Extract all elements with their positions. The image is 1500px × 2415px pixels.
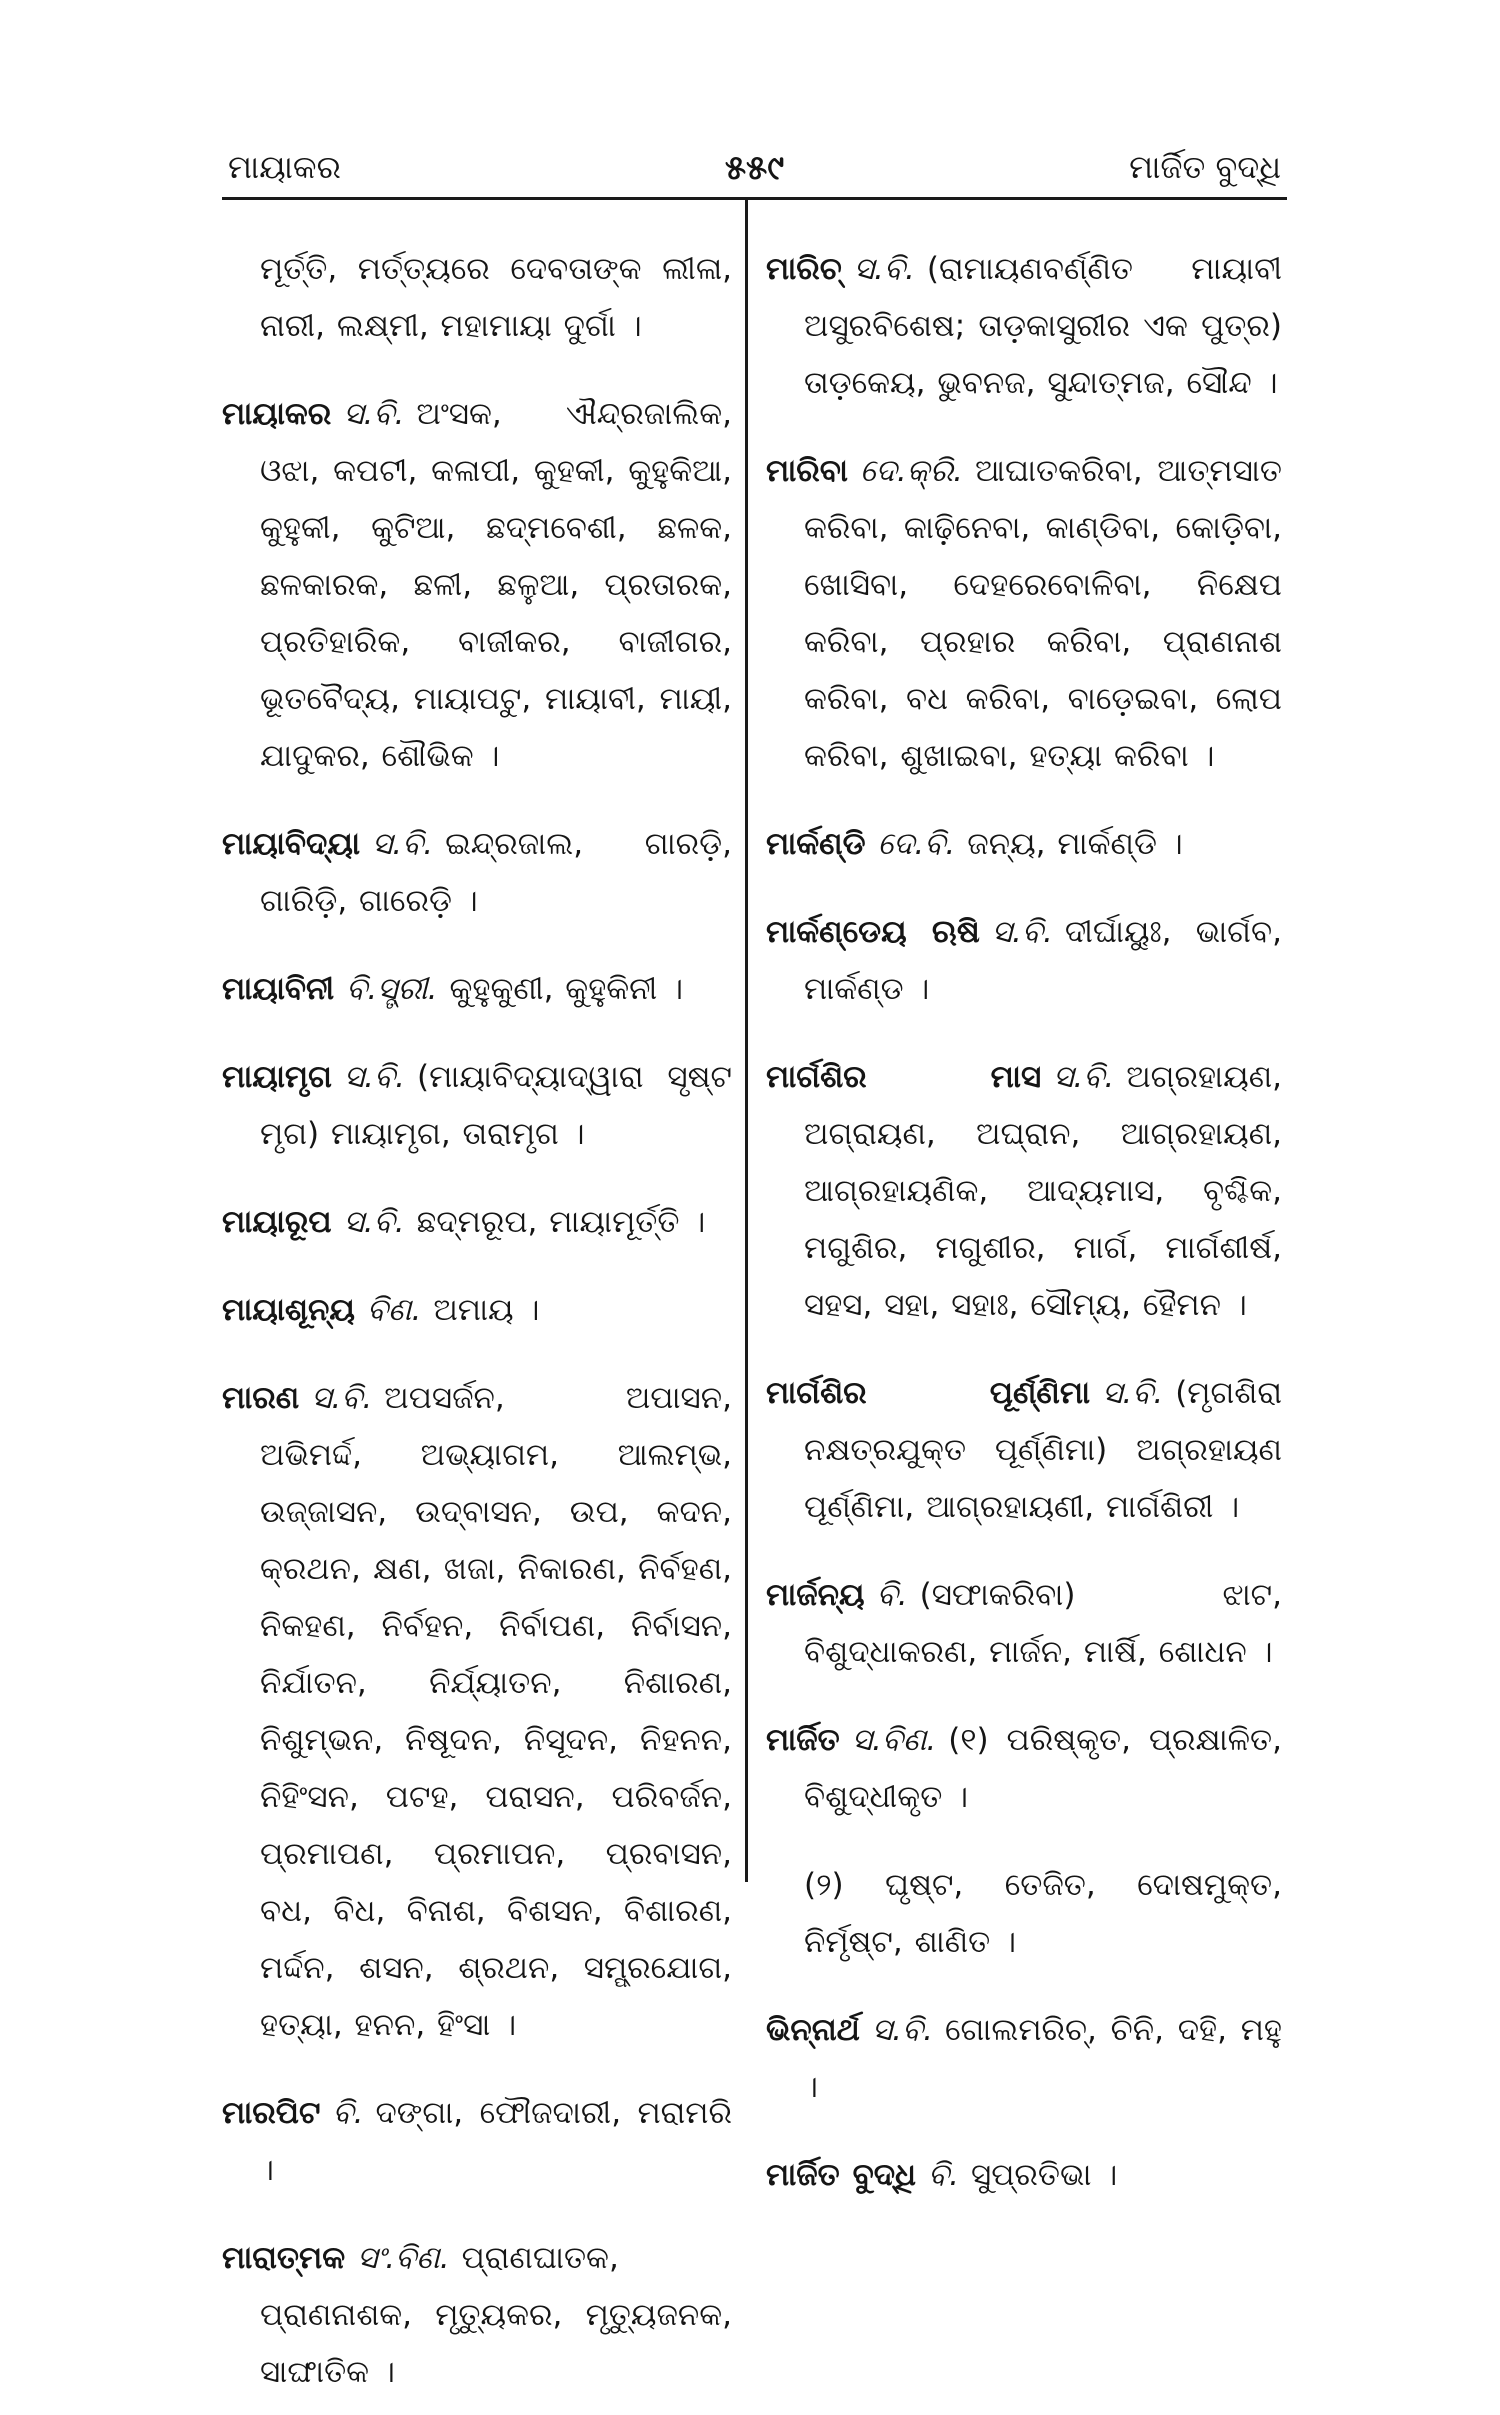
entry-definition: (ମୃଗଶିରା ନକ୍ଷତ୍ରଯୁକ୍ତ ପୂର୍ଣ୍ଣିମା) ଅଗ୍ରହାୟଣ ପୂର୍ଣ୍ଣିମା, ଆଗ୍ରହାୟଣୀ, ମାର୍ଗଶିରୀ ।	[804, 1375, 1282, 1525]
entry-headword: ମାର୍ଜିତ	[766, 1722, 840, 1758]
dictionary-entry	[766, 241, 1282, 412]
entry-definition: ପ୍ରାଣଘାତକ, ପ୍ରାଣନାଶକ, ମୃତ୍ୟୁକର, ମୃତ୍ୟୁଜନକ, ସାଙ୍ଘାତିକ ।	[260, 2240, 732, 2390]
entry-grammar: ସ.ବି.	[343, 396, 405, 432]
dictionary-entry	[222, 1282, 732, 1339]
entry-headword: ମାୟାରୂପ	[222, 1204, 332, 1240]
guide-word-left: ମାୟାକର	[228, 148, 341, 186]
entry-definition: ଅପସର୍ଜନ, ଅପାସନ, ଅଭିମର୍ଦ୍ଦ, ଅଭ୍ୟାଗମ, ଆଲମ୍ଭ, ଉଜ୍ଜାସନ, ଉଦ୍‌ବାସନ, ଉପ, କଦନ, କ୍ରଥନ, କ୍ଷଣ, ଖଜା, ନିକାରଣ, ନିର୍ବହଣ, ନିକହଣ, ନିର୍ବହନ, ନିର୍ବାପଣ, ନିର୍ବାସନ, ନିର୍ଯାତନ, ନିର୍ଯ୍ୟାତନ, ନିଶାରଣ, ନିଶୁମ୍ଭନ, ନିଷୂଦନ, ନିସୂଦନ, ନିହନନ, ନିହିଂସନ, ପଟହ, ପରାସନ, ପରିବର୍ଜନ, ପ୍ରମାପଣ, ପ୍ରମାପନ, ପ୍ରବାସନ, ବଧ, ବିଧ, ବିନାଶ, ବିଶସନ, ବିଶାରଣ, ମର୍ଦ୍ଦନ, ଶସନ, ଶ୍ରଥନ, ସମ୍ପ୍ରଯୋଗ, ହତ୍ୟା, ହନନ, ହିଂସା ।	[260, 1380, 732, 2043]
entry-headword: ମାର୍ଜିତ ବୁଦ୍ଧି	[766, 2157, 917, 2193]
dictionary-entry	[766, 904, 1282, 1018]
entry-definition: ଜନ୍ୟ, ମାର୍କଣ୍ଡି ।	[967, 826, 1183, 862]
entry-headword: ମାରଣ	[222, 1380, 300, 1416]
entry-grammar: ସ.ବି.	[372, 826, 434, 862]
entry-grammar: ସଂ.ବିଣ.	[357, 2240, 450, 2276]
entry-grammar: ବି.ସ୍ତ୍ରୀ.	[346, 971, 438, 1007]
entry-grammar: ସ.ବି.	[991, 914, 1053, 950]
entry-definition: ଦୀର୍ଘାୟୁଃ, ଭାର୍ଗବ, ମାର୍କଣ୍ଡ ।	[804, 914, 1282, 1007]
dictionary-entry	[222, 2085, 732, 2199]
dictionary-entry	[222, 1194, 732, 1251]
entry-grammar: ବିଣ.	[366, 1292, 422, 1328]
column-divider	[745, 200, 748, 1882]
dictionary-entry	[766, 443, 1282, 785]
entry-headword: ମାର୍ଗଶିର ମାସ	[766, 1059, 1042, 1095]
entry-definition: ଇନ୍ଦ୍ରଜାଲ, ଗାରଡ଼ି, ଗାରିଡ଼ି, ଗାରେଡ଼ି ।	[260, 826, 732, 919]
entry-grammar: ଦେ.ବି.	[877, 826, 956, 862]
entry-headword: ମାୟାବିନୀ	[222, 971, 335, 1007]
page-number: ୫୫୯	[724, 148, 785, 188]
entry-definition: (ରାମାୟଣବର୍ଣ୍ଣିତ ମାୟାବୀ ଅସୁରବିଶେଷ; ତାଡ଼କାସୁରୀର ଏକ ପୁତ୍ର) ତାଡ଼କେୟ, ଭୁବନଜ, ସୁନ୍ଦାତ୍ମଜ, ସୌନ୍ଦ ।	[804, 251, 1282, 401]
entry-headword: ମାୟାବିଦ୍ୟା	[222, 826, 361, 862]
entry-grammar: ସ.ବି.	[343, 1059, 405, 1095]
entry-definition: (ସଫାକରିବା) ଝାଟ, ବିଶୁଦ୍ଧାକରଣ, ମାର୍ଜନ, ମାର୍ଷି, ଶୋଧନ ।	[804, 1577, 1282, 1670]
entry-grammar: ସ.ବି.	[853, 251, 915, 287]
header-rule	[222, 197, 1287, 200]
entry-headword: ଭିନ୍ନାର୍ଥ	[766, 2012, 860, 2048]
entry-grammar: ଦେ.କ୍ରି.	[859, 453, 963, 489]
entry-headword: ମାରିଚ୍	[766, 251, 842, 287]
entry-headword: ମାରାତ୍ମକ	[222, 2240, 346, 2276]
entry-grammar: ବି.	[928, 2157, 960, 2193]
entry-grammar: ସ.ବି.	[311, 1380, 373, 1416]
dictionary-entry	[766, 1365, 1282, 1536]
dictionary-entry	[766, 2147, 1282, 2204]
entry-headword: ମାୟାକର	[222, 396, 332, 432]
entry-definition: ଦଙ୍ଗା, ଫୌଜଦାରୀ, ମରାମରି ।	[260, 2095, 732, 2188]
entry-grammar: ସ.ବି.	[343, 1204, 405, 1240]
dictionary-entry	[766, 816, 1282, 873]
entry-definition: କୁହୁକୁଣୀ, କୁହୁକିନୀ ।	[449, 971, 684, 1007]
entry-headword: ମାର୍ଜନ୍ୟ	[766, 1577, 865, 1613]
entry-definition: ଛଦ୍ମରୂପ, ମାୟାମୂର୍ତ୍ତି ।	[416, 1204, 706, 1240]
entry-definition: ସୁପ୍ରତିଭା ।	[971, 2157, 1118, 2193]
entry-definition: (୧) ପରିଷ୍କୃତ, ପ୍ରକ୍ଷାଳିତ, ବିଶୁଦ୍ଧୀକୃତ ।	[804, 1722, 1282, 1815]
dictionary-entry	[222, 386, 732, 785]
entry-grammar: ସ.ବି.	[871, 2012, 933, 2048]
dictionary-entry	[766, 1712, 1282, 1826]
dictionary-entry	[766, 2002, 1282, 2116]
continued-entry-text: ମୂର୍ତ୍ତି, ମର୍ତ୍ତ୍ୟରେ ଦେବତାଙ୍କ ଲୀଳା, ନାରୀ, ଲକ୍ଷ୍ମୀ, ମହାମାୟା ଦୁର୍ଗା ।	[260, 251, 732, 344]
entry-grammar: ବି.	[332, 2095, 364, 2131]
entry-definition: (ମାୟାବିଦ୍ୟାଦ୍ୱାରା ସୃଷ୍ଟ ମୃଗ) ମାୟାମୃଗ, ତାରାମୃଗ ।	[260, 1059, 732, 1152]
entry-headword: ମାରିବା	[766, 453, 848, 489]
entry-definition: ଅଂସକ, ଐନ୍ଦ୍ରଜାଲିକ, ଓଝା, କପଟୀ, କଳାପୀ, କୁହକୀ, କୁହୁକିଆ, କୁହୁକୀ, କୁଟିଆ, ଛଦ୍ମବେଶୀ, ଛଳକ, ଛଳକାରକ, ଛଳୀ, ଛଳୁଆ, ପ୍ରତାରକ, ପ୍ରତିହାରିକ, ବାଜୀକର, ବାଜୀଗର, ଭୂତବୈଦ୍ୟ, ମାୟାପଟୁ, ମାୟାବୀ, ମାୟୀ, ଯାଦୁକର, ଶୌଭିକ ।	[260, 396, 732, 774]
entry-headword: ମାର୍କଣ୍ଡେୟ ଋଷି	[766, 914, 980, 950]
entry-definition: ଆଘାତକରିବା, ଆତ୍ମସାତ କରିବା, କାଢ଼ିନେବା, କାଣ୍ଡିବା, କୋଡ଼ିବା, ଖୋସିବା, ଦେହରେବୋଳିବା, ନିକ୍ଷେପ କରିବା, ପ୍ରହାର କରିବା, ପ୍ରାଣନାଶ କରିବା, ବଧ କରିବା, ବାଡ଼େଇବା, ଲୋପ କରିବା, ଶୁଖାଇବା, ହତ୍ୟା କରିବା ।	[804, 453, 1282, 774]
dictionary-entry	[766, 1049, 1282, 1334]
dictionary-entry	[222, 961, 732, 1018]
entry-grammar: ସ.ବି.	[1102, 1375, 1164, 1411]
dictionary-entry	[766, 1567, 1282, 1681]
entry-headword: ମାୟାଶୂନ୍ୟ	[222, 1292, 355, 1328]
dictionary-entry	[222, 1370, 732, 2054]
entry-definition: ଗୋଲମରିଚ୍, ଚିନି, ଦହି, ମହୁ ।	[804, 2012, 1282, 2105]
entry-grammar: ବି.	[876, 1577, 908, 1613]
page-header	[222, 140, 1287, 200]
entry-definition: ଅଗ୍ରହାୟଣ, ଅଗ୍ରାୟଣ, ଅଘ୍ରାନ, ଆଗ୍ରହାୟଣ, ଆଗ୍ରହାୟଣିକ, ଆଦ୍ୟମାସ, ବୃଶ୍ଚିକ, ମଗୁଶିର, ମଗୁଶୀର, ମାର୍ଗ, ମାର୍ଗଶୀର୍ଷ, ସହସ, ସହା, ସହାଃ, ସୌମ୍ୟ, ହୈମନ ।	[804, 1059, 1282, 1323]
dictionary-entry	[222, 816, 732, 930]
right-column	[766, 210, 1282, 2218]
guide-word-right: ମାର୍ଜିତ ବୁଦ୍ଧି	[1129, 148, 1281, 186]
entry-headword: ମାରପିଟ	[222, 2095, 321, 2131]
entry-headword: ମାର୍ଗଶିର ପୂର୍ଣ୍ଣିମା	[766, 1375, 1091, 1411]
entry-headword: ମାୟାମୃଗ	[222, 1059, 332, 1095]
entry-sense-2: (୨) ଘୃଷ୍ଟ, ତେଜିତ, ଦୋଷମୁକ୍ତ, ନିର୍ମୃଷ୍ଟ, ଶାଣିତ ।	[804, 1867, 1282, 1960]
dictionary-entry	[222, 1049, 732, 1163]
dictionary-entry	[222, 2230, 732, 2401]
entry-headword: ମାର୍କଣ୍ଡି	[766, 826, 866, 862]
left-column	[222, 210, 732, 2415]
entry-definition: ଅମାୟ ।	[433, 1292, 540, 1328]
entry-grammar: ସ.ବି.	[1053, 1059, 1115, 1095]
entry-grammar: ସ.ବିଣ.	[851, 1722, 937, 1758]
